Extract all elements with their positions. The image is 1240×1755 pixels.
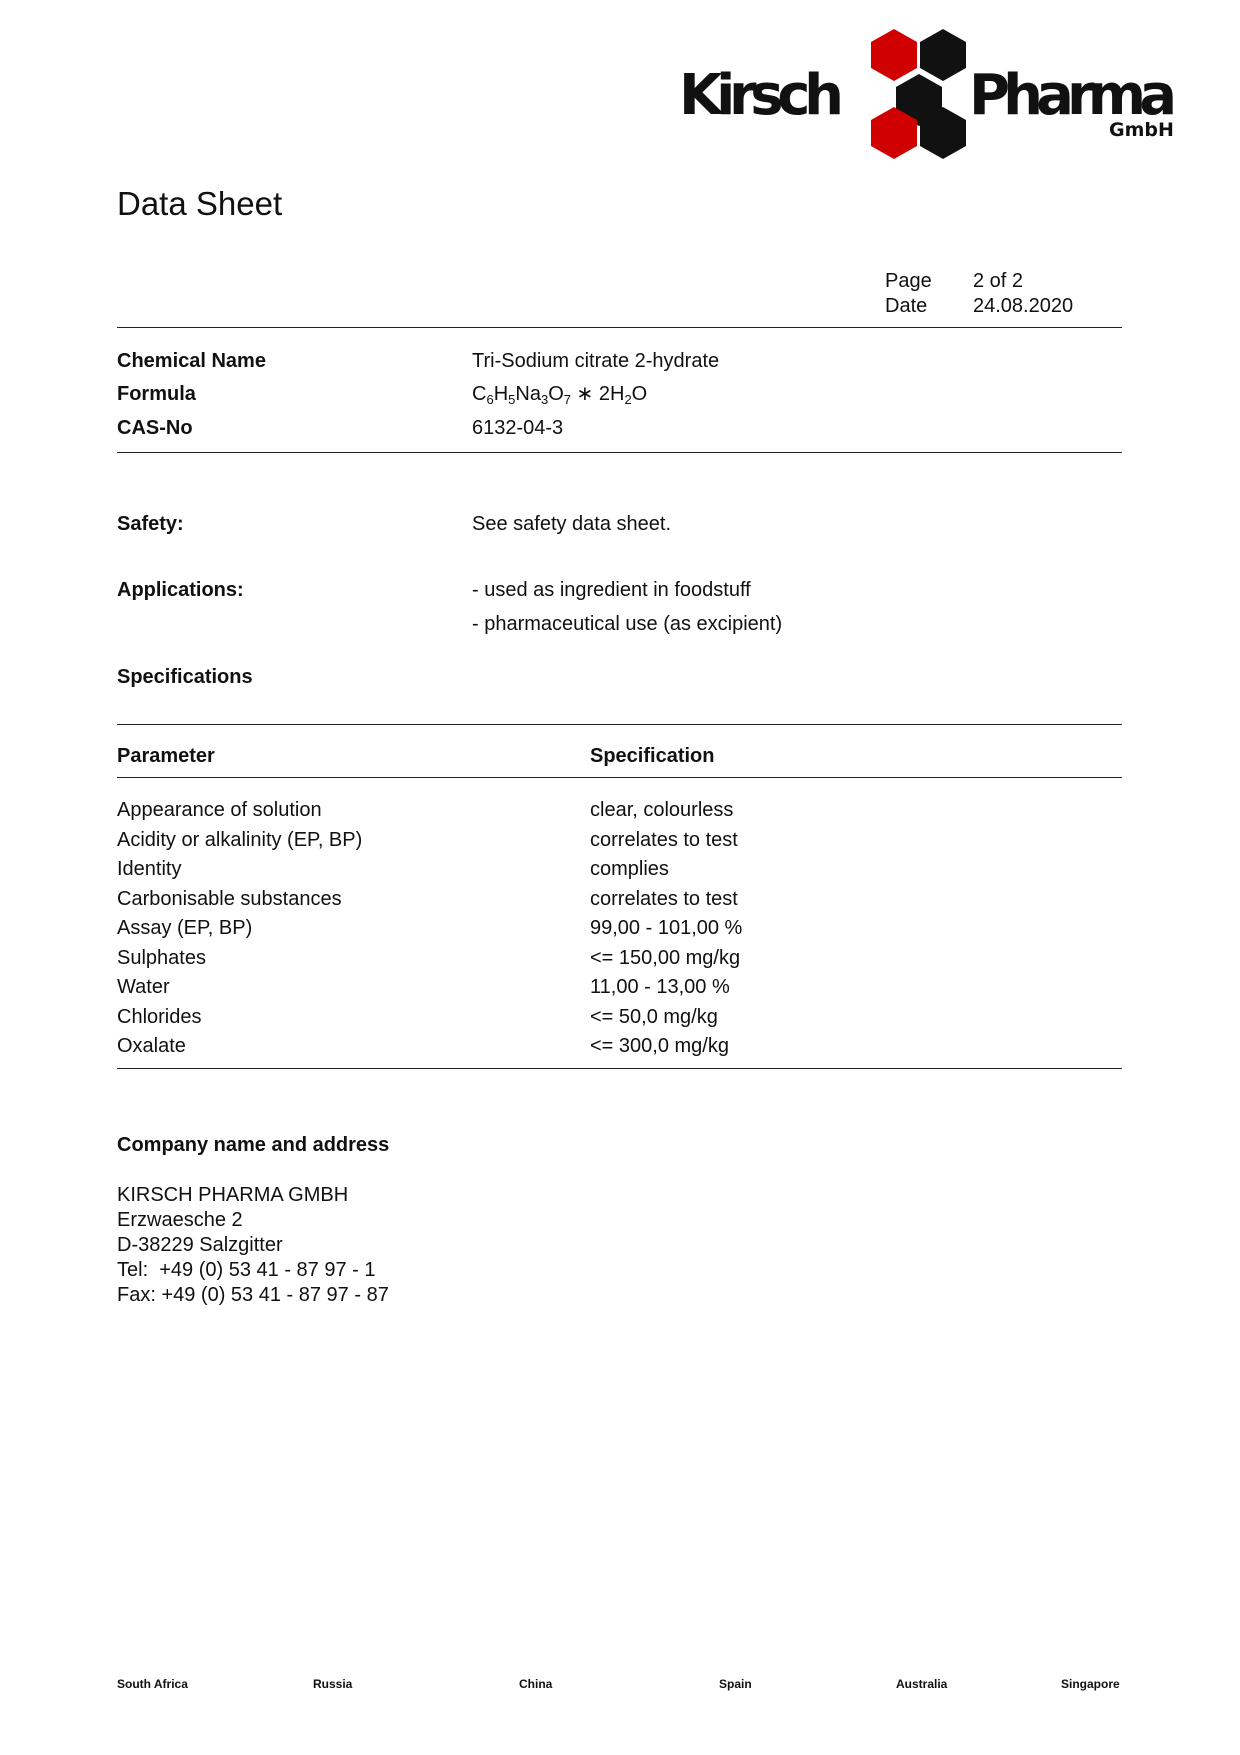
divider	[117, 724, 1122, 725]
safety-value: See safety data sheet.	[472, 513, 672, 535]
chemical-name-value: Tri-Sodium citrate 2-hydrate	[472, 350, 720, 372]
column-header-specification: Specification	[590, 745, 715, 767]
page-title: Data Sheet	[117, 185, 283, 222]
cas-label: CAS-No	[117, 417, 193, 439]
application-item: - used as ingredient in foodstuff	[472, 579, 751, 601]
footer-location: South Africa	[117, 1677, 188, 1691]
company-logo	[679, 22, 1179, 162]
parameter-cell: Assay (EP, BP)	[117, 917, 253, 939]
parameter-cell: Sulphates	[117, 946, 206, 969]
safety-label: Safety:	[117, 513, 184, 535]
page-value: 2 of 2	[973, 270, 1024, 292]
page-label: Page	[885, 270, 932, 292]
specification-cell: 11,00 - 13,00 %	[590, 976, 730, 998]
parameter-cell: Identity	[117, 858, 182, 880]
address-line: Tel: +49 (0) 53 41 - 87 97 - 1	[117, 1259, 376, 1281]
specifications-heading: Specifications	[117, 666, 253, 688]
parameter-cell: Appearance of solution	[117, 799, 322, 821]
divider	[117, 327, 1122, 328]
company-heading: Company name and address	[117, 1134, 390, 1156]
specification-cell: correlates to test	[590, 887, 738, 910]
specification-cell: <= 50,0 mg/kg	[590, 1005, 718, 1028]
logo-kirsch-text: Kirsch	[679, 63, 844, 128]
chemical-name-label: Chemical Name	[117, 350, 266, 372]
address-line: Erzwaesche 2	[117, 1209, 243, 1231]
address-line: D-38229 Salzgitter	[117, 1234, 283, 1256]
logo-gmbh-text: GmbH	[1109, 119, 1174, 141]
parameter-cell: Acidity or alkalinity (EP, BP)	[117, 828, 363, 851]
cas-value: 6132-04-3	[472, 417, 564, 439]
parameter-cell: Chlorides	[117, 1005, 202, 1028]
logo-pharma-text: Pharma	[969, 63, 1177, 128]
specification-cell: clear, colourless	[590, 799, 734, 821]
specification-cell: complies	[590, 858, 669, 880]
divider	[117, 777, 1122, 778]
divider	[117, 452, 1122, 453]
application-item: - pharmaceutical use (as excipient)	[472, 613, 783, 635]
parameter-cell: Carbonisable substances	[117, 887, 342, 910]
divider	[117, 1068, 1122, 1069]
date-label: Date	[885, 295, 928, 317]
specification-cell: <= 150,00 mg/kg	[590, 946, 741, 969]
column-header-parameter: Parameter	[117, 745, 215, 767]
specification-cell: correlates to test	[590, 828, 738, 851]
formula-value: $C_6H_5Na_3O_7$ ∗ $2H_2O$	[472, 383, 648, 407]
applications-label: Applications:	[117, 579, 244, 601]
footer-location: China	[519, 1677, 553, 1691]
address-line: KIRSCH PHARMA GMBH	[117, 1184, 349, 1206]
footer-location: Russia	[313, 1677, 353, 1691]
specification-cell: 99,00 - 101,00 %	[590, 917, 743, 939]
hexagon-mark	[871, 29, 966, 159]
parameter-cell: Water	[117, 976, 170, 998]
formula-label: Formula	[117, 383, 196, 405]
specification-cell: <= 300,0 mg/kg	[590, 1035, 729, 1057]
footer-location: Singapore	[1061, 1677, 1120, 1691]
parameter-cell: Oxalate	[117, 1035, 186, 1057]
footer-location: Australia	[896, 1677, 948, 1691]
address-line: Fax: +49 (0) 53 41 - 87 97 - 87	[117, 1284, 389, 1306]
footer-location: Spain	[719, 1677, 752, 1691]
date-value: 24.08.2020	[973, 295, 1074, 317]
